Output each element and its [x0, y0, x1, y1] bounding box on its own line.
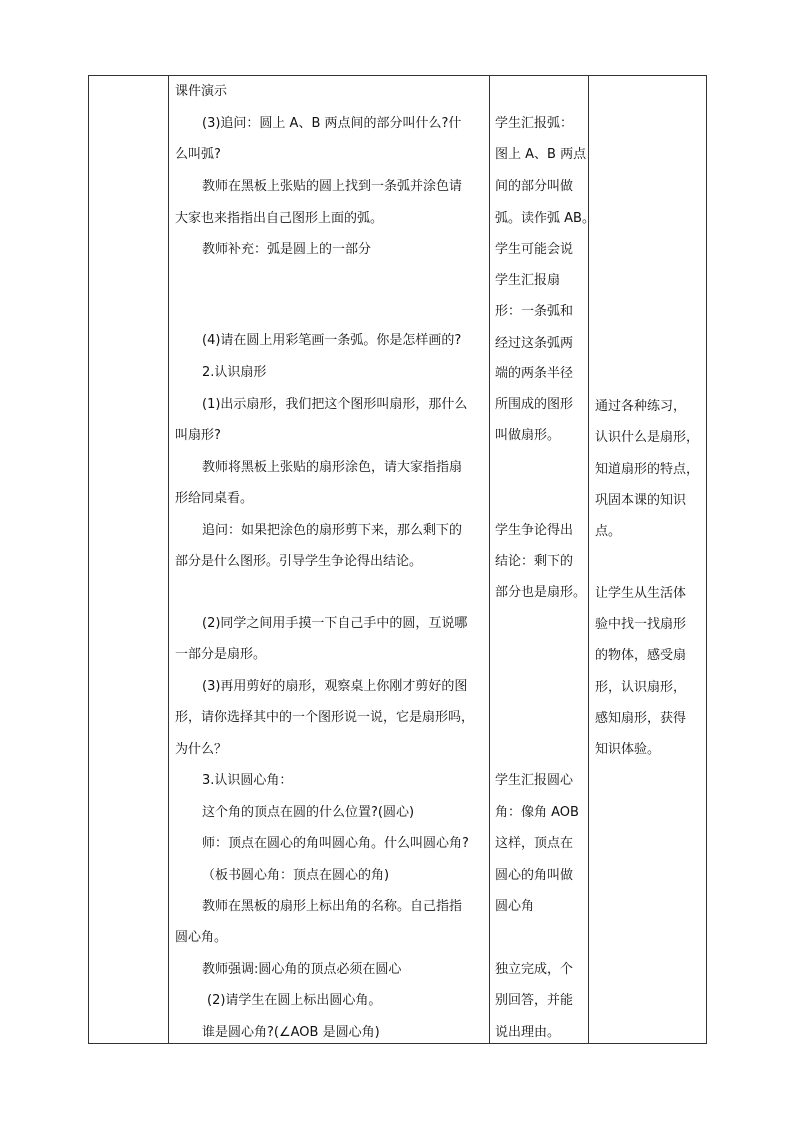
intent-line: 形，认识扇形，: [595, 680, 687, 695]
student-line: 结论：剩下的: [495, 554, 574, 569]
teacher-line: (2)请学生在圆上标出圆心角。: [207, 993, 382, 1008]
teacher-line: 这个角的顶点在圆的什么位置?(圆心): [202, 805, 415, 820]
teacher-line: (4)请在圆上用彩笔画一条弧。你是怎样画的?: [202, 333, 462, 348]
column-divider: [168, 76, 169, 1043]
teacher-line: (3)追问：圆上 A、B 两点间的部分叫什么?什: [202, 116, 462, 131]
student-line: 学生汇报圆心: [495, 773, 574, 788]
teacher-line: 3.认识圆心角：: [202, 773, 293, 788]
student-line: 圆心角: [495, 899, 535, 914]
teacher-line: 圆心角。: [175, 930, 228, 945]
student-line: 说出理由。: [495, 1025, 561, 1040]
teacher-line: 2.认识扇形: [202, 365, 267, 380]
teacher-line: 教师在黑板的扇形上标出角的名称。自己指指: [202, 899, 463, 914]
student-line: 独立完成，个: [495, 962, 574, 977]
student-line: 学生汇报扇: [495, 273, 561, 288]
teacher-line: (2)同学之间用手摸一下自己手中的圆，互说哪: [202, 616, 468, 631]
teacher-line: 追问：如果把涂色的扇形剪下来，那么剩下的: [202, 523, 463, 538]
teacher-line: （板书圆心角：顶点在圆心的角): [202, 868, 390, 883]
student-line: 间的部分叫做: [495, 179, 574, 194]
student-line: 叫做扇形。: [495, 428, 561, 443]
teacher-line: 教师补充：弧是圆上的一部分: [202, 242, 372, 257]
student-line: 部分也是扇形。: [495, 585, 587, 600]
teacher-line: 叫扇形?: [175, 428, 221, 443]
intent-line: 点。: [595, 524, 622, 539]
intent-line: 的物体，感受扇: [595, 648, 687, 663]
teacher-line: 课件演示: [175, 84, 228, 99]
teacher-line: 大家也来指指出自己图形上面的弧。: [175, 211, 384, 226]
teacher-line: 么叫弧?: [175, 147, 221, 162]
student-line: 端的两条半径: [495, 366, 574, 381]
student-line: 学生争论得出: [495, 523, 574, 538]
teacher-line: (3)再用剪好的扇形，观察桌上你刚才剪好的图: [202, 679, 468, 694]
column-divider: [489, 76, 490, 1043]
student-line: 学生可能会说: [495, 242, 574, 257]
teacher-line: 部分是什么图形。引导学生争论得出结论。: [175, 554, 423, 569]
student-line: 弧。读作弧 AB。: [495, 211, 595, 226]
student-line: 这样，顶点在: [495, 836, 574, 851]
teacher-line: 谁是圆心角?(∠AOB 是圆心角): [202, 1025, 380, 1040]
teacher-line: 师：顶点在圆心的角叫圆心角。什么叫圆心角?: [202, 836, 469, 851]
teacher-line: 教师强调:圆心角的顶点必须在圆心: [202, 962, 402, 977]
teacher-line: 为什么？: [175, 742, 228, 757]
teacher-line: 形，请你选择其中的一个图形说一说，它是扇形吗，: [175, 710, 475, 725]
student-line: 别回答，并能: [495, 993, 574, 1008]
intent-line: 感知扇形，获得: [595, 711, 687, 726]
teacher-line: 教师将黑板上张贴的扇形涂色，请大家指指扇: [202, 460, 463, 475]
student-line: 形：一条弧和: [495, 304, 574, 319]
teacher-line: 教师在黑板上张贴的圆上找到一条弧并涂色请: [202, 179, 463, 194]
student-line: 图上 A、B 两点: [495, 147, 587, 162]
intent-line: 认识什么是扇形，: [595, 430, 700, 445]
student-line: 经过这条弧两: [495, 336, 574, 351]
intent-line: 通过各种练习，: [595, 399, 687, 414]
teacher-line: (1)出示扇形，我们把这个图形叫扇形，那什么: [202, 397, 468, 412]
student-line: 所围成的图形: [495, 397, 574, 412]
teacher-line: 一部分是扇形。: [175, 647, 267, 662]
intent-line: 让学生从生活体: [595, 586, 687, 601]
student-line: 学生汇报弧：: [495, 116, 574, 131]
intent-line: 巩固本课的知识: [595, 493, 687, 508]
student-line: 圆心的角叫做: [495, 868, 574, 883]
intent-line: 知识体验。: [595, 742, 661, 757]
student-line: 角：像角 AOB: [495, 805, 579, 820]
intent-line: 验中找一找扇形: [595, 617, 687, 632]
teacher-line: 形给同桌看。: [175, 491, 254, 506]
intent-line: 知道扇形的特点，: [595, 462, 700, 477]
